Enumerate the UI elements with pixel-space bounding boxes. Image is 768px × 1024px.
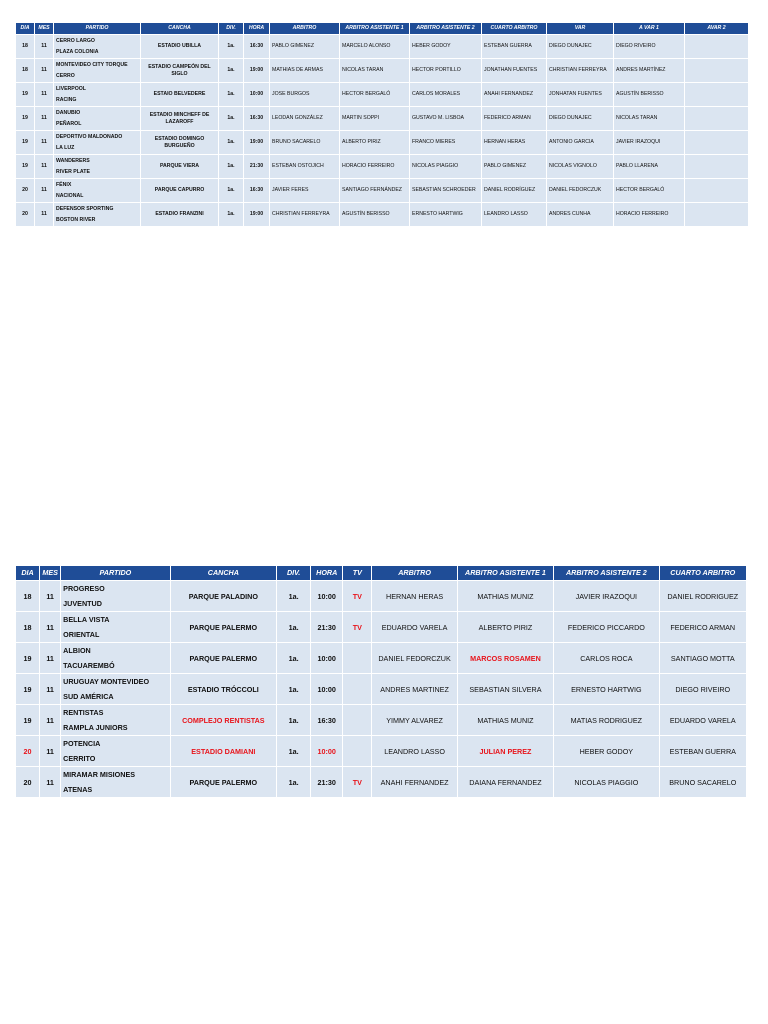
division-cell: 1a. — [219, 179, 243, 202]
away-team: CERRITO — [63, 754, 96, 763]
arbitro-cell: CHRISTIAN FERREYRA — [270, 203, 339, 226]
table-row — [16, 674, 746, 704]
column-header: ARBITRO — [372, 566, 456, 580]
dia-cell: 18 — [16, 35, 34, 58]
column-header: DIA — [16, 23, 34, 34]
mes-cell: 11 — [35, 83, 53, 106]
table-row — [16, 581, 746, 611]
column-header: HORA — [311, 566, 342, 580]
dia-cell: 19 — [16, 83, 34, 106]
column-header: VAR — [547, 23, 613, 34]
home-team: ALBION — [63, 646, 91, 655]
hora-cell: 10:00 — [311, 581, 342, 611]
avar1-cell: JAVIER IRAZOQUI — [614, 131, 684, 154]
column-header: DIV. — [219, 23, 243, 34]
dia-cell: 20 — [16, 767, 39, 797]
asistente1-cell: MARCELO ALONSO — [340, 35, 409, 58]
asistente2-cell: ERNESTO HARTWIG — [410, 203, 481, 226]
away-team: ATENAS — [63, 785, 93, 794]
partido-cell — [54, 83, 140, 106]
mes-cell: 11 — [35, 35, 53, 58]
away-team: PLAZA COLONIA — [56, 48, 99, 55]
arbitro-cell: ESTEBAN OSTOJICH — [270, 155, 339, 178]
asistente1-cell: SANTIAGO FERNÁNDEZ — [340, 179, 409, 202]
hora-cell: 16:30 — [244, 179, 269, 202]
cancha-cell: PARQUE PALERMO — [171, 643, 276, 673]
cuarto-arbitro-cell: FEDERICO ARMAN — [482, 107, 546, 130]
table-header-row — [16, 23, 748, 34]
home-team: URUGUAY MONTEVIDEO — [63, 677, 150, 686]
column-header: MES — [40, 566, 60, 580]
cancha-cell: ESTADIO MINCHEFF DE LAZAROFF — [141, 107, 218, 130]
tv-cell — [343, 674, 371, 704]
dia-cell: 18 — [16, 581, 39, 611]
partido-cell — [61, 674, 169, 704]
cuarto-arbitro-cell: SANTIAGO MOTTA — [660, 643, 746, 673]
avar2-cell — [685, 155, 748, 178]
cancha-cell: ESTADIO CAMPEÓN DEL SIGLO — [141, 59, 218, 82]
asistente1-cell: NICOLAS TARAN — [340, 59, 409, 82]
table-row — [16, 83, 748, 106]
asistente2-cell: GUSTAVO M. LISBOA — [410, 107, 481, 130]
hora-cell: 10:00 — [311, 674, 342, 704]
home-team: MONTEVIDEO CITY TORQUE — [56, 61, 128, 68]
var-cell: DIEGO DUNAJEC — [547, 35, 613, 58]
away-team: RACING — [56, 96, 77, 103]
asistente1-cell: ALBERTO PIRIZ — [340, 131, 409, 154]
cuarto-arbitro-cell: DIEGO RIVEIRO — [660, 674, 746, 704]
asistente1-cell: SEBASTIAN SILVERA — [458, 674, 553, 704]
avar2-cell — [685, 179, 748, 202]
cuarto-arbitro-cell: BRUNO SACARELO — [660, 767, 746, 797]
division-cell: 1a. — [277, 581, 310, 611]
away-team: LA LUZ — [56, 144, 75, 151]
var-cell: DIEGO DUNAJEC — [547, 107, 613, 130]
column-header: HORA — [244, 23, 269, 34]
cancha-cell: ESTADIO DAMIANI — [171, 736, 276, 766]
partido-cell — [61, 612, 169, 642]
table-row — [16, 179, 748, 202]
avar1-cell: DIEGO RIVEIRO — [614, 35, 684, 58]
hora-cell: 10:00 — [244, 83, 269, 106]
dia-cell: 19 — [16, 107, 34, 130]
home-team: FÉNIX — [56, 181, 72, 188]
cancha-cell: PARQUE PALERMO — [171, 767, 276, 797]
table-header-row — [16, 566, 746, 580]
arbitro-cell: ANDRES MARTINEZ — [372, 674, 456, 704]
dia-cell: 19 — [16, 705, 39, 735]
avar1-cell: HECTOR BERGALÓ — [614, 179, 684, 202]
avar1-cell: HORACIO FERREIRO — [614, 203, 684, 226]
division-cell: 1a. — [277, 736, 310, 766]
var-cell: CHRISTIAN FERREYRA — [547, 59, 613, 82]
column-header: PARTIDO — [61, 566, 169, 580]
column-header: TV — [343, 566, 371, 580]
mes-cell: 11 — [35, 131, 53, 154]
table-row — [16, 155, 748, 178]
mes-cell: 11 — [35, 59, 53, 82]
var-cell: ANTONIO GARCIA — [547, 131, 613, 154]
asistente1-cell: ALBERTO PIRIZ — [458, 612, 553, 642]
asistente2-cell: SEBASTIAN SCHROEDER — [410, 179, 481, 202]
asistente1-cell: HECTOR BERGALÓ — [340, 83, 409, 106]
mes-cell: 11 — [35, 107, 53, 130]
home-team: RENTISTAS — [63, 708, 104, 717]
avar1-cell: NICOLAS TARAN — [614, 107, 684, 130]
asistente2-cell: FEDERICO PICCARDO — [554, 612, 658, 642]
column-header: DIV. — [277, 566, 310, 580]
division-cell: 1a. — [219, 35, 243, 58]
avar2-cell — [685, 107, 748, 130]
home-team: BELLA VISTA — [63, 615, 110, 624]
asistente1-cell: AGUSTÍN BERISSO — [340, 203, 409, 226]
schedule-table-primera — [15, 22, 749, 227]
dia-cell: 20 — [16, 736, 39, 766]
column-header: PARTIDO — [54, 23, 140, 34]
cancha-cell: COMPLEJO RENTISTAS — [171, 705, 276, 735]
arbitro-cell: JOSE BURGOS — [270, 83, 339, 106]
hora-cell: 19:00 — [244, 59, 269, 82]
away-team: SUD AMÉRICA — [63, 692, 114, 701]
asistente1-cell: MARTIN SOPPI — [340, 107, 409, 130]
partido-cell — [54, 59, 140, 82]
arbitro-cell: PABLO GIMENEZ — [270, 35, 339, 58]
column-header: A VAR 1 — [614, 23, 684, 34]
home-team: WANDERERS — [56, 157, 90, 164]
var-cell: JONHATAN FUENTES — [547, 83, 613, 106]
dia-cell: 19 — [16, 131, 34, 154]
division-cell: 1a. — [277, 612, 310, 642]
arbitro-cell: EDUARDO VARELA — [372, 612, 456, 642]
hora-cell: 10:00 — [311, 736, 342, 766]
partido-cell — [54, 131, 140, 154]
away-team: CERRO — [56, 72, 75, 79]
avar2-cell — [685, 35, 748, 58]
table-row — [16, 736, 746, 766]
division-cell: 1a. — [277, 767, 310, 797]
cuarto-arbitro-cell: LEANDRO LASSO — [482, 203, 546, 226]
asistente2-cell: HECTOR PORTILLO — [410, 59, 481, 82]
arbitro-cell: ANAHI FERNANDEZ — [372, 767, 456, 797]
partido-cell — [54, 179, 140, 202]
away-team: TACUAREMBÓ — [63, 661, 115, 670]
dia-cell: 18 — [16, 59, 34, 82]
table-row — [16, 767, 746, 797]
division-cell: 1a. — [277, 674, 310, 704]
column-header: ARBITRO ASISTENTE 1 — [458, 566, 553, 580]
partido-cell — [54, 155, 140, 178]
column-header: ARBITRO ASISTENTE 1 — [340, 23, 409, 34]
home-team: CERRO LARGO — [56, 37, 95, 44]
column-header: MES — [35, 23, 53, 34]
division-cell: 1a. — [219, 155, 243, 178]
cancha-cell: PARQUE CAPURRO — [141, 179, 218, 202]
avar2-cell — [685, 59, 748, 82]
mes-cell: 11 — [35, 179, 53, 202]
arbitro-cell: LEODAN GONZÁLEZ — [270, 107, 339, 130]
avar2-cell — [685, 131, 748, 154]
arbitro-cell: DANIEL FEDORCZUK — [372, 643, 456, 673]
away-team: RIVER PLATE — [56, 168, 90, 175]
asistente2-cell: ERNESTO HARTWIG — [554, 674, 658, 704]
partido-cell — [61, 643, 169, 673]
dia-cell: 19 — [16, 674, 39, 704]
arbitro-cell: JAVIER FERES — [270, 179, 339, 202]
arbitro-cell: BRUNO SACARELO — [270, 131, 339, 154]
away-team: BOSTON RIVER — [56, 216, 96, 223]
division-cell: 1a. — [219, 59, 243, 82]
arbitro-cell: LEANDRO LASSO — [372, 736, 456, 766]
column-header: ARBITRO ASISTENTE 2 — [554, 566, 658, 580]
column-header: CANCHA — [141, 23, 218, 34]
division-cell: 1a. — [219, 107, 243, 130]
asistente1-cell: MARCOS ROSAMEN — [458, 643, 553, 673]
tv-cell: TV — [343, 581, 371, 611]
var-cell: ANDRES CUNHA — [547, 203, 613, 226]
cancha-cell: PARQUE PALERMO — [171, 612, 276, 642]
home-team: DEPORTIVO MALDONADO — [56, 133, 123, 140]
column-header: CANCHA — [171, 566, 276, 580]
cuarto-arbitro-cell: DANIEL RODRIGUEZ — [660, 581, 746, 611]
mes-cell: 11 — [35, 203, 53, 226]
mes-cell: 11 — [40, 581, 60, 611]
cuarto-arbitro-cell: EDUARDO VARELA — [660, 705, 746, 735]
tv-cell — [343, 705, 371, 735]
table-row — [16, 59, 748, 82]
asistente2-cell: CARLOS MORALES — [410, 83, 481, 106]
arbitro-cell: HERNAN HERAS — [372, 581, 456, 611]
cancha-cell: ESTADIO UBILLA — [141, 35, 218, 58]
cuarto-arbitro-cell: PABLO GIMENEZ — [482, 155, 546, 178]
hora-cell: 16:30 — [311, 705, 342, 735]
division-cell: 1a. — [277, 705, 310, 735]
tv-cell — [343, 643, 371, 673]
table-row — [16, 612, 746, 642]
hora-cell: 19:00 — [244, 203, 269, 226]
mes-cell: 11 — [40, 674, 60, 704]
cancha-cell: ESTADIO DOMINGO BURGUEÑO — [141, 131, 218, 154]
asistente2-cell: NICOLAS PIAGGIO — [410, 155, 481, 178]
column-header: ARBITRO — [270, 23, 339, 34]
var-cell: NICOLAS VIGNOLO — [547, 155, 613, 178]
tv-cell: TV — [343, 767, 371, 797]
hora-cell: 21:30 — [244, 155, 269, 178]
home-team: POTENCIA — [63, 739, 101, 748]
mes-cell: 11 — [40, 643, 60, 673]
mes-cell: 11 — [40, 612, 60, 642]
arbitro-cell: MATHIAS DE ARMAS — [270, 59, 339, 82]
partido-cell — [61, 705, 169, 735]
mes-cell: 11 — [35, 155, 53, 178]
hora-cell: 16:30 — [244, 35, 269, 58]
asistente2-cell: HEBER GODOY — [410, 35, 481, 58]
cancha-cell: PARQUE VIERA — [141, 155, 218, 178]
asistente2-cell: JAVIER IRAZOQUI — [554, 581, 658, 611]
tv-cell — [343, 736, 371, 766]
division-cell: 1a. — [219, 131, 243, 154]
table-row — [16, 203, 748, 226]
mes-cell: 11 — [40, 736, 60, 766]
mes-cell: 11 — [40, 705, 60, 735]
avar1-cell: AGUSTÍN BERISSO — [614, 83, 684, 106]
table-row — [16, 35, 748, 58]
division-cell: 1a. — [277, 643, 310, 673]
partido-cell — [61, 736, 169, 766]
division-cell: 1a. — [219, 83, 243, 106]
partido-cell — [61, 581, 169, 611]
asistente2-cell: MATIAS RODRIGUEZ — [554, 705, 658, 735]
partido-cell — [54, 107, 140, 130]
hora-cell: 21:30 — [311, 612, 342, 642]
avar2-cell — [685, 203, 748, 226]
cuarto-arbitro-cell: JONATHAN FUENTES — [482, 59, 546, 82]
avar1-cell: PABLO LLARENA — [614, 155, 684, 178]
asistente1-cell: JULIAN PEREZ — [458, 736, 553, 766]
cancha-cell: ESTADIO FRANZINI — [141, 203, 218, 226]
dia-cell: 18 — [16, 612, 39, 642]
hora-cell: 10:00 — [311, 643, 342, 673]
away-team: ORIENTAL — [63, 630, 100, 639]
column-header: ARBITRO ASISTENTE 2 — [410, 23, 481, 34]
avar1-cell: ANDRES MARTÍNEZ — [614, 59, 684, 82]
asistente2-cell: FRANCO MIERES — [410, 131, 481, 154]
cuarto-arbitro-cell: ESTEBAN GUERRA — [482, 35, 546, 58]
hora-cell: 16:30 — [244, 107, 269, 130]
table-row — [16, 705, 746, 735]
asistente1-cell: MATHIAS MUNIZ — [458, 705, 553, 735]
home-team: MIRAMAR MISIONES — [63, 770, 136, 779]
hora-cell: 19:00 — [244, 131, 269, 154]
avar2-cell — [685, 83, 748, 106]
var-cell: DANIEL FEDORCZUK — [547, 179, 613, 202]
column-header: CUARTO ARBITRO — [482, 23, 546, 34]
asistente2-cell: NICOLAS PIAGGIO — [554, 767, 658, 797]
asistente1-cell: MATHIAS MUNIZ — [458, 581, 553, 611]
asistente1-cell: DAIANA FERNANDEZ — [458, 767, 553, 797]
cuarto-arbitro-cell: ESTEBAN GUERRA — [660, 736, 746, 766]
cancha-cell: ESTADIO TRÓCCOLI — [171, 674, 276, 704]
cuarto-arbitro-cell: DANIEL RODRÍGUEZ — [482, 179, 546, 202]
asistente2-cell: CARLOS ROCA — [554, 643, 658, 673]
away-team: RAMPLA JUNIORS — [63, 723, 128, 732]
column-header: CUARTO ARBITRO — [660, 566, 746, 580]
dia-cell: 20 — [16, 179, 34, 202]
asistente2-cell: HEBER GODOY — [554, 736, 658, 766]
column-header: AVAR 2 — [685, 23, 748, 34]
tv-cell: TV — [343, 612, 371, 642]
hora-cell: 21:30 — [311, 767, 342, 797]
dia-cell: 19 — [16, 643, 39, 673]
table-row — [16, 131, 748, 154]
division-cell: 1a. — [219, 203, 243, 226]
column-header: DIA — [16, 566, 39, 580]
cuarto-arbitro-cell: HERNAN HERAS — [482, 131, 546, 154]
partido-cell — [54, 35, 140, 58]
dia-cell: 19 — [16, 155, 34, 178]
table-row — [16, 643, 746, 673]
away-team: JUVENTUD — [63, 599, 102, 608]
cuarto-arbitro-cell: ANAHI FERNANDEZ — [482, 83, 546, 106]
home-team: LIVERPOOL — [56, 85, 86, 92]
home-team: DEFENSOR SPORTING — [56, 205, 114, 212]
away-team: NACIONAL — [56, 192, 84, 199]
cuarto-arbitro-cell: FEDERICO ARMAN — [660, 612, 746, 642]
arbitro-cell: YIMMY ALVAREZ — [372, 705, 456, 735]
away-team: PEÑAROL — [56, 120, 82, 127]
schedule-table-segunda — [15, 565, 747, 798]
asistente1-cell: HORACIO FERREIRO — [340, 155, 409, 178]
partido-cell — [61, 767, 169, 797]
table-row — [16, 107, 748, 130]
mes-cell: 11 — [40, 767, 60, 797]
cancha-cell: PARQUE PALADINO — [171, 581, 276, 611]
cancha-cell: ESTAIO BELVEDERE — [141, 83, 218, 106]
home-team: DANUBIO — [56, 109, 81, 116]
dia-cell: 20 — [16, 203, 34, 226]
home-team: PROGRESO — [63, 584, 105, 593]
partido-cell — [54, 203, 140, 226]
